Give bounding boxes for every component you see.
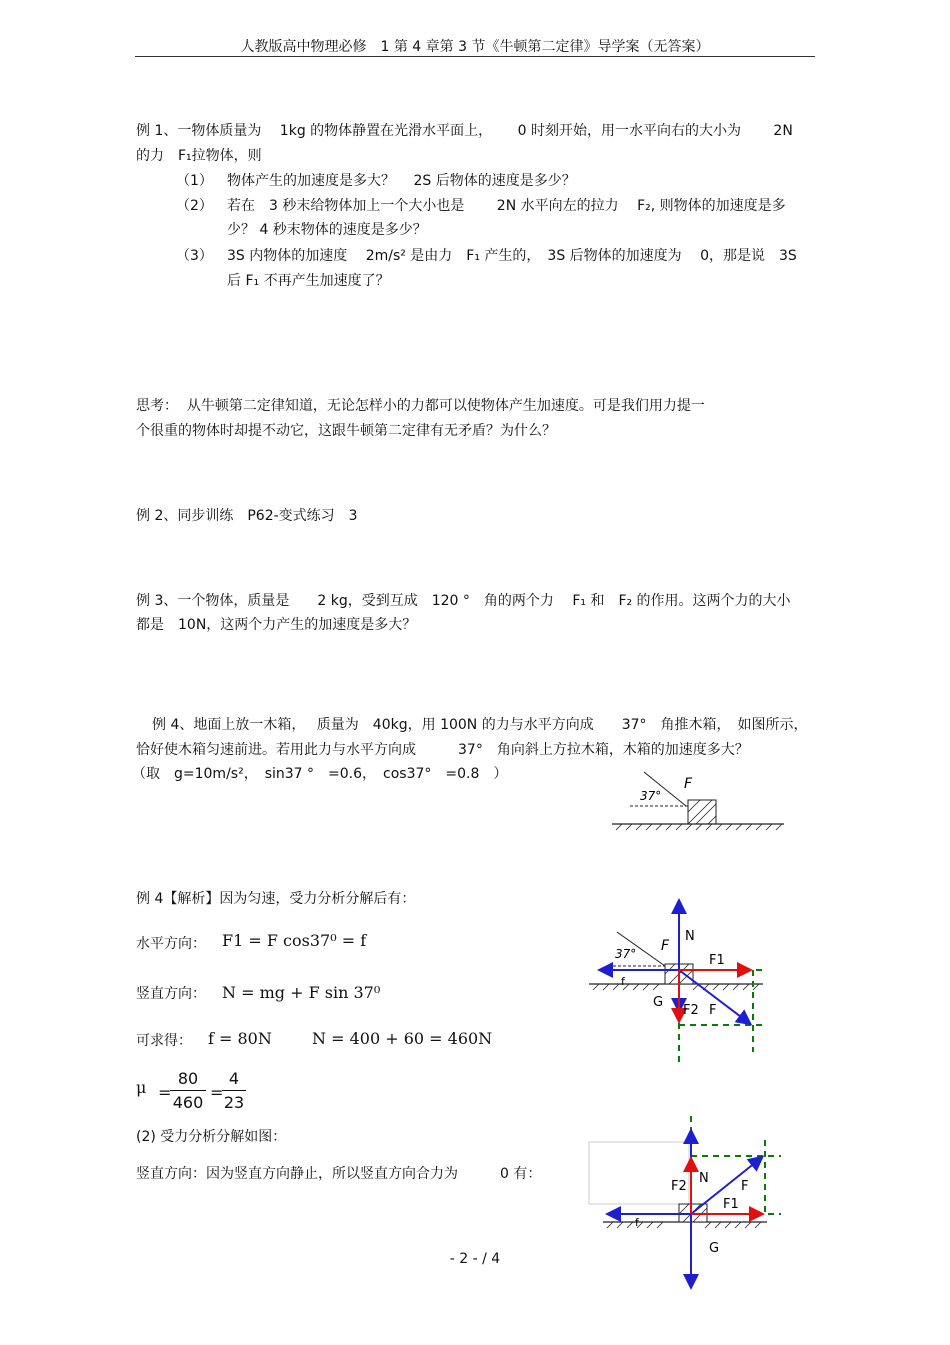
page-header: 人教版高中物理必修 1 第 4 章第 3 节《牛顿第二定律》导学案（无答案）	[240, 39, 710, 55]
part2-vertical: 竖直方向：因为竖直方向静止，所以竖直方向合力为 0 有：	[136, 1166, 542, 1182]
think-line2: 个很重的物体时却提不动它，这跟牛顿第二定律有无矛盾？为什么？	[136, 423, 556, 439]
solution-heading: 例 4【解析】因为匀速，受力分析分解后有：	[136, 891, 416, 907]
ex1-q3b: 后 F₁ 不再产生加速度了？	[227, 273, 390, 289]
mu-denominator-1: 460	[172, 1093, 204, 1112]
ex4-angle-label: 37°	[640, 789, 662, 803]
ex4-line1: 例 4、地面上放一木箱， 质量为 40kg，用 100N 的力与水平方向成 37° 角推木箱， 如图所示，	[152, 717, 808, 733]
think-line1: 思考： 从牛顿第二定律知道，无论怎样小的力都可以使物体产生加速度。可是我们用力提一	[136, 398, 705, 414]
mu-numerator-2: 4	[228, 1069, 240, 1088]
fig1-angle-label: 37°	[615, 947, 637, 961]
ex1-line2: 的力 F₁拉物体，则	[136, 148, 262, 164]
ex3-line1: 例 3、一个物体，质量是 2 kg，受到互成 120 ° 角的两个力 F₁ 和 F₂ 的作用。这两个力的大小	[136, 593, 791, 609]
ex1-q1-num: （1）	[176, 173, 213, 189]
fig1-F-label: F	[709, 1003, 717, 1018]
ex1-q2b: 少？ 4 秒末物体的速度是多少？	[227, 222, 427, 238]
result-N: N = 400 + 60 = 460N	[312, 1029, 493, 1048]
fig2-F-label: F	[741, 1179, 749, 1194]
ex1-q1: 物体产生的加速度是多大？ 2S 后物体的速度是多少？	[227, 173, 576, 189]
ex4-line3: （取 g=10m/s²， sin37 ° =0.6， cos37° =0.8 ）	[132, 766, 508, 782]
fig1-N-label: N	[685, 929, 695, 944]
mu-fraction-1	[170, 1069, 206, 1112]
mu-denominator-2: 23	[223, 1093, 245, 1112]
fig2-N-label: N	[699, 1171, 709, 1186]
fig1-F1-label: F1	[709, 953, 725, 968]
result-f: f = 80N	[208, 1029, 272, 1048]
fig2-F2-label: F2	[671, 1179, 687, 1194]
mu-fraction-2	[222, 1069, 246, 1112]
ex4-figure	[600, 768, 790, 833]
fig1-G-label: G	[653, 995, 664, 1010]
mu-symbol: μ	[136, 1078, 147, 1097]
ex4-line2: 恰好使木箱匀速前进。若用此力与水平方向成 37° 角向斜上方拉木箱，木箱的加速度多大？	[136, 742, 749, 758]
ex2-line: 例 2、同步训练 P62-变式练习 3	[136, 508, 358, 524]
mu-equals-2: =	[210, 1083, 224, 1102]
header-rule	[135, 56, 815, 57]
vert-equation: N = mg + F sin 37⁰	[222, 983, 381, 1002]
mu-equals-1: =	[158, 1083, 172, 1102]
vert-label: 竖直方向：	[136, 986, 206, 1002]
ex1-line1: 例 1、一物体质量为 1kg 的物体静置在光滑水平面上， 0 时刻开始，用一水平向右的大小为 2N	[136, 123, 793, 139]
result-label: 可求得：	[136, 1033, 192, 1049]
ex1-q3-num: （3）	[176, 248, 213, 264]
part2-heading: (2) 受力分析分解如图：	[136, 1129, 287, 1145]
fig1-F2-label: F2	[683, 1003, 699, 1018]
ex1-q2-num: （2）	[176, 198, 213, 214]
fig2-f-label: f	[635, 1216, 639, 1229]
fig2-F1-label: F1	[723, 1197, 739, 1212]
page-footer: - 2 - / 4	[449, 1251, 501, 1267]
horiz-equation: F1 = F cos37⁰ = f	[222, 931, 367, 950]
fig1-force-diagram	[585, 892, 785, 1067]
fig2-G-label: G	[709, 1241, 720, 1256]
horiz-label: 水平方向：	[136, 936, 206, 952]
ex1-q2a: 若在 3 秒末给物体加上一个大小也是 2N 水平向左的拉力 F₂, 则物体的加速度是多	[227, 198, 786, 214]
ex4-force-label: F	[684, 776, 693, 792]
fig1-F-applied-label: F	[661, 938, 670, 954]
mu-numerator-1: 80	[177, 1069, 199, 1088]
ex3-line2: 都是 10N，这两个力产生的加速度是多大？	[136, 617, 417, 633]
fig1-f-label: f	[621, 975, 625, 988]
ex1-q3a: 3S 内物体的加速度 2m/s² 是由力 F₁ 产生的， 3S 后物体的加速度为 0，那是说 3S	[227, 248, 797, 264]
